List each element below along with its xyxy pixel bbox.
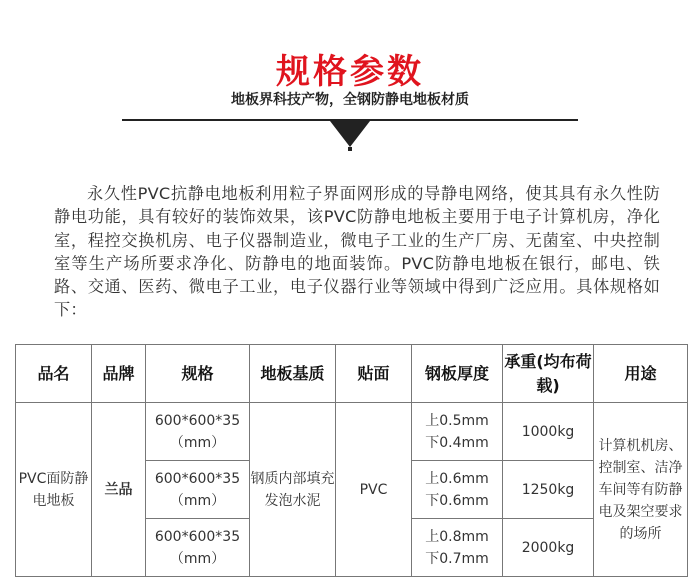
header-cell-load: 承重(均布荷载)	[503, 345, 594, 403]
steel-thickness-cell	[412, 461, 503, 519]
base-material-cell: 钢质内部填充发泡水泥	[250, 403, 336, 577]
page-subtitle: 地板界科技产物，全钢防静电地板材质	[231, 92, 469, 108]
intro-text	[54, 182, 660, 322]
header-cell-surface: 贴面	[336, 345, 412, 403]
steel-top: 上0.5mm	[425, 412, 489, 429]
surface-cell: PVC	[336, 403, 412, 577]
header-cell-steel: 钢板厚度	[412, 345, 503, 403]
spec-cell	[146, 519, 250, 577]
product-name-cell: PVC面防静电地板	[16, 403, 92, 577]
page-title: 规格参数	[276, 52, 424, 92]
steel-bottom: 下0.7mm	[425, 550, 489, 567]
steel-thickness-cell	[412, 519, 503, 577]
load-cell: 1000kg	[503, 403, 594, 461]
spec-unit: （mm）	[169, 434, 226, 451]
steel-thickness-cell	[412, 403, 503, 461]
header-cell-usage: 用途	[594, 345, 688, 403]
table-row	[16, 403, 688, 461]
spec-unit: （mm）	[169, 492, 226, 509]
usage-cell: 计算机机房、控制室、洁净车间等有防静电及架空要求的场所	[594, 403, 688, 577]
spec-cell	[146, 461, 250, 519]
intro-paragraph: 永久性PVC抗静电地板利用粒子界面网形成的导静电网络，使其具有永久性防静电功能，具有较好的装饰效果，该PVC防静电地板主要用于电子计算机房，净化室，程控交换机房、电子仪器制造业，微电子工业的生产厂房、无菌室、中央控制室等生产场所要求净化、防静电的地面装饰。PVC防静电地板在银行，邮电、铁路、交通、医药、微电子工业，电子仪器行业等领域中得到广泛应用。具体规格如下：	[54, 184, 660, 320]
steel-top: 上0.8mm	[425, 528, 489, 545]
load-cell: 2000kg	[503, 519, 594, 577]
spec-size: 600*600*35	[154, 412, 241, 429]
spec-table	[15, 344, 688, 577]
spec-cell	[146, 403, 250, 461]
table-header-row	[16, 345, 688, 403]
steel-top: 上0.6mm	[425, 470, 489, 487]
spec-unit: （mm）	[169, 550, 226, 567]
down-arrow-icon	[330, 121, 370, 147]
header-cell-brand: 品牌	[92, 345, 146, 403]
load-cell: 1250kg	[503, 461, 594, 519]
header-cell-product: 品名	[16, 345, 92, 403]
steel-bottom: 下0.6mm	[425, 492, 489, 509]
brand-cell: 兰品	[92, 403, 146, 577]
header-cell-spec: 规格	[146, 345, 250, 403]
steel-bottom: 下0.4mm	[425, 434, 489, 451]
spec-size: 600*600*35	[154, 528, 241, 545]
header-cell-base: 地板基质	[250, 345, 336, 403]
down-arrow-tip	[348, 147, 352, 151]
spec-size: 600*600*35	[154, 470, 241, 487]
